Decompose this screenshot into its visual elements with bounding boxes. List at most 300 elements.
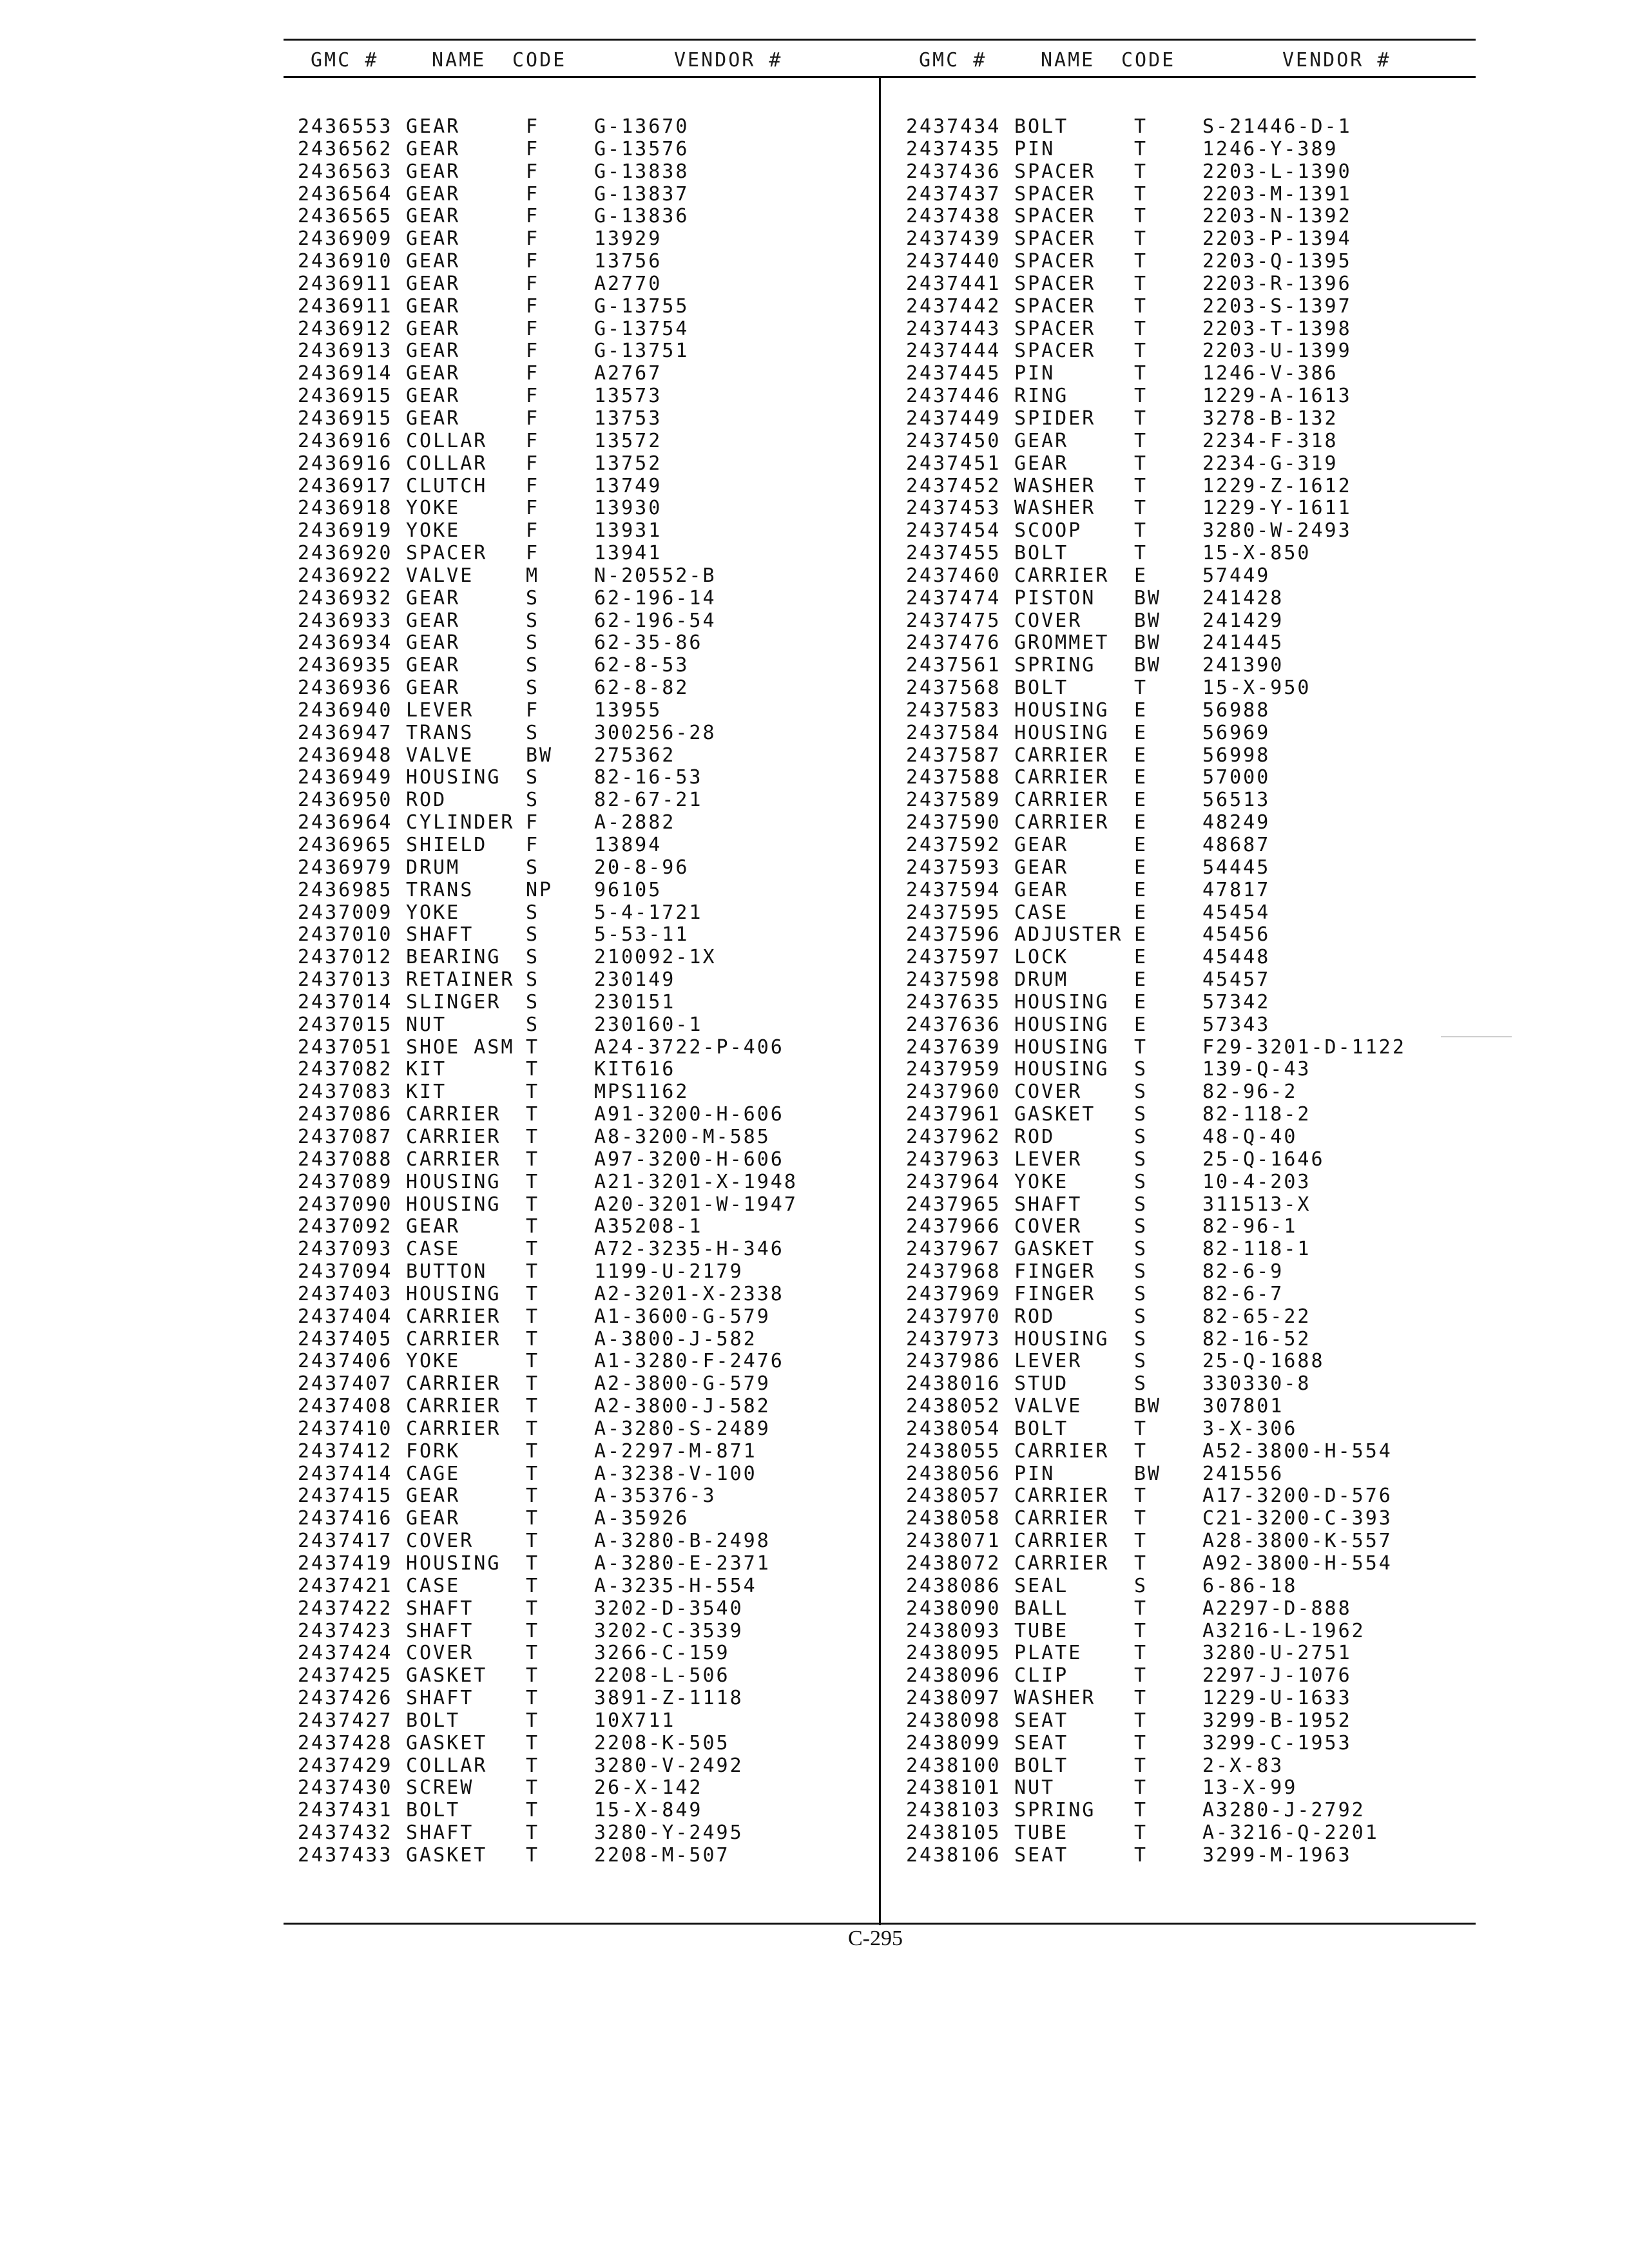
table-row [298, 789, 865, 812]
table-row [906, 1261, 1473, 1283]
vendor-code: T [526, 1282, 540, 1305]
part-name: BOLT [1014, 677, 1069, 700]
part-name: BOLT [406, 1799, 461, 1822]
gmc-number: 2438103 [906, 1799, 1001, 1822]
part-name: BALL [1014, 1597, 1069, 1620]
vendor-number: 54445 [1202, 856, 1271, 879]
gmc-number: 2437417 [298, 1530, 393, 1553]
table-row [906, 655, 1473, 677]
vendor-code: F [526, 294, 540, 318]
part-name: HOUSING [1014, 698, 1110, 722]
part-name: YOKE [406, 519, 461, 543]
vendor-number: G-13837 [594, 182, 689, 206]
part-name: GEAR [406, 609, 461, 632]
table-row [906, 408, 1473, 430]
part-name: FORK [406, 1439, 461, 1463]
part-name: COVER [1014, 1081, 1083, 1104]
gmc-number: 2437013 [298, 968, 393, 992]
gmc-number: 2437403 [298, 1282, 393, 1305]
vendor-number: 13-X-99 [1202, 1776, 1298, 1800]
part-name: SHAFT [406, 923, 474, 947]
vendor-code: T [1134, 519, 1148, 543]
part-name: CARRIER [406, 1417, 501, 1440]
vendor-number: 241390 [1202, 654, 1284, 677]
table-row [906, 767, 1473, 789]
part-name: CARRIER [406, 1103, 501, 1126]
vendor-number: 2203-N-1392 [1202, 205, 1352, 228]
part-name: SPIDER [1014, 407, 1096, 430]
gmc-number: 2437445 [906, 362, 1001, 385]
table-row [906, 543, 1473, 565]
table-row [906, 1238, 1473, 1261]
part-name: BOLT [406, 1709, 461, 1732]
table-row [298, 1396, 865, 1418]
gmc-number: 2438056 [906, 1462, 1001, 1485]
table-row [298, 497, 865, 520]
vendor-number: 15-X-950 [1202, 677, 1311, 700]
table-row [298, 1149, 865, 1171]
vendor-number: 56988 [1202, 698, 1271, 722]
vendor-number: A52-3800-H-554 [1202, 1439, 1393, 1463]
gmc-number: 2437454 [906, 519, 1001, 543]
table-row [906, 1530, 1473, 1553]
table-row [298, 251, 865, 273]
gmc-number: 2437453 [906, 497, 1001, 520]
part-name: GEAR [1014, 878, 1069, 901]
vendor-code: T [1134, 1439, 1148, 1463]
vendor-number: 241445 [1202, 631, 1284, 655]
gmc-number: 2437443 [906, 317, 1001, 340]
table-row [906, 116, 1473, 139]
vendor-number: G-13576 [594, 137, 689, 160]
table-row [906, 497, 1473, 520]
gmc-number: 2437410 [298, 1417, 393, 1440]
vendor-number: 26-X-142 [594, 1776, 703, 1800]
gmc-number: 2437090 [298, 1193, 393, 1216]
vendor-number: 62-8-82 [594, 677, 689, 700]
vendor-number: 13753 [594, 407, 662, 430]
part-name: GEAR [406, 182, 461, 206]
part-name: LEVER [1014, 1148, 1083, 1171]
table-row [906, 296, 1473, 318]
gmc-number: 2437598 [906, 968, 1001, 992]
vendor-code: E [1134, 878, 1148, 901]
vendor-code: T [526, 1709, 540, 1732]
part-name: CARRIER [1014, 1439, 1110, 1463]
vendor-number: 62-8-53 [594, 654, 689, 677]
gmc-number: 2436911 [298, 272, 393, 295]
gmc-number: 2438052 [906, 1395, 1001, 1418]
table-row [298, 1575, 865, 1598]
vendor-code: S [1134, 1260, 1148, 1283]
gmc-number: 2437407 [298, 1372, 393, 1396]
part-name: ROD [406, 789, 447, 812]
gmc-number: 2437419 [298, 1552, 393, 1575]
table-row [298, 228, 865, 251]
table-row [906, 476, 1473, 498]
vendor-number: A24-3722-P-406 [594, 1035, 784, 1059]
gmc-number: 2436950 [298, 789, 393, 812]
vendor-number: 48687 [1202, 834, 1271, 856]
table-row [906, 1059, 1473, 1081]
part-name: GEAR [406, 677, 461, 700]
part-name: RETAINER [406, 968, 515, 992]
gmc-number: 2436919 [298, 519, 393, 543]
vendor-code: F [526, 137, 540, 160]
part-name: VALVE [406, 564, 474, 587]
part-name: WASHER [1014, 474, 1096, 497]
vendor-number: A-2882 [594, 811, 676, 834]
vendor-number: 241556 [1202, 1462, 1284, 1485]
part-name: PLATE [1014, 1642, 1083, 1665]
part-name: BOLT [1014, 115, 1069, 138]
gmc-number: 2437446 [906, 385, 1001, 408]
top-rule [284, 39, 1476, 41]
vendor-number: A2297-D-888 [1202, 1597, 1352, 1620]
gmc-number: 2437439 [906, 227, 1001, 251]
gmc-number: 2436917 [298, 474, 393, 497]
table-row [906, 992, 1473, 1014]
vendor-code: T [526, 1776, 540, 1800]
gmc-number: 2437969 [906, 1282, 1001, 1305]
vendor-number: 6-86-18 [1202, 1574, 1298, 1597]
vendor-code: T [526, 1530, 540, 1553]
column-divider [879, 76, 881, 1925]
vendor-number: 13955 [594, 698, 662, 722]
vendor-code: T [526, 1597, 540, 1620]
vendor-number: A3280-J-2792 [1202, 1799, 1365, 1822]
part-name: CASE [406, 1238, 461, 1261]
part-name: CARRIER [1014, 1485, 1110, 1508]
part-name: GEAR [406, 654, 461, 677]
vendor-number: A-3216-Q-2201 [1202, 1821, 1379, 1845]
vendor-code: BW [1134, 1462, 1162, 1485]
gmc-number: 2436564 [298, 182, 393, 206]
vendor-number: 139-Q-43 [1202, 1058, 1311, 1081]
table-row [298, 1687, 865, 1710]
vendor-number: 2203-P-1394 [1202, 227, 1352, 251]
vendor-number: 62-35-86 [594, 631, 703, 655]
gmc-number: 2437970 [906, 1305, 1001, 1328]
gmc-number: 2436911 [298, 294, 393, 318]
part-name: SCREW [406, 1776, 474, 1800]
vendor-number: 13929 [594, 227, 662, 251]
table-row [298, 745, 865, 767]
vendor-code: T [526, 1687, 540, 1710]
part-name: COVER [1014, 1215, 1083, 1238]
part-name: GASKET [406, 1843, 488, 1867]
vendor-number: G-13751 [594, 340, 689, 363]
part-name: PIN [1014, 362, 1055, 385]
gmc-number: 2437965 [906, 1193, 1001, 1216]
table-row [298, 318, 865, 341]
table-row [906, 139, 1473, 161]
table-row [906, 969, 1473, 992]
table-row [906, 273, 1473, 296]
vendor-number: 57342 [1202, 990, 1271, 1014]
vendor-number: 3299-M-1963 [1202, 1843, 1352, 1867]
gmc-number: 2437405 [298, 1327, 393, 1350]
gmc-number: 2437082 [298, 1058, 393, 1081]
vendor-number: A1-3280-F-2476 [594, 1350, 784, 1373]
gmc-number: 2438072 [906, 1552, 1001, 1575]
gmc-number: 2437590 [906, 811, 1001, 834]
gmc-number: 2438106 [906, 1843, 1001, 1867]
vendor-code: T [1134, 115, 1148, 138]
gmc-number: 2437425 [298, 1664, 393, 1687]
vendor-code: F [526, 160, 540, 183]
part-name: SHAFT [406, 1619, 474, 1642]
part-name: TUBE [1014, 1821, 1069, 1845]
vendor-number: A2770 [594, 272, 662, 295]
table-row [298, 610, 865, 633]
vendor-number: 241428 [1202, 586, 1284, 610]
vendor-number: N-20552-B [594, 564, 717, 587]
part-name: PIN [1014, 137, 1055, 160]
gmc-number: 2436948 [298, 744, 393, 767]
part-name: SPACER [1014, 227, 1096, 251]
part-name: GEAR [406, 137, 461, 160]
vendor-code: E [1134, 968, 1148, 992]
vendor-code: F [526, 362, 540, 385]
right-header-code: CODE [1121, 49, 1176, 72]
vendor-number: 210092-1X [594, 946, 717, 969]
vendor-code: T [1134, 407, 1148, 430]
gmc-number: 2438054 [906, 1417, 1001, 1440]
part-name: GEAR [1014, 834, 1069, 856]
vendor-code: T [526, 1395, 540, 1418]
part-name: CARRIER [406, 1372, 501, 1396]
part-name: CARRIER [406, 1125, 501, 1148]
vendor-number: 330330-8 [1202, 1372, 1311, 1396]
vendor-code: F [526, 452, 540, 475]
vendor-number: C21-3200-C-393 [1202, 1507, 1393, 1530]
table-row [906, 1463, 1473, 1486]
vendor-number: 2203-S-1397 [1202, 294, 1352, 318]
table-row [298, 700, 865, 722]
vendor-code: T [1134, 542, 1148, 565]
gmc-number: 2437093 [298, 1238, 393, 1261]
vendor-code: F [526, 834, 540, 856]
vendor-code: M [526, 564, 540, 587]
table-row [298, 857, 865, 879]
vendor-number: 2203-T-1398 [1202, 317, 1352, 340]
table-row [906, 745, 1473, 767]
part-name: CARRIER [1014, 789, 1110, 812]
part-name: CARRIER [406, 1395, 501, 1418]
part-name: COVER [1014, 609, 1083, 632]
part-name: COLLAR [406, 1754, 488, 1777]
vendor-code: T [526, 1439, 540, 1463]
part-name: CASE [1014, 901, 1069, 924]
gmc-number: 2438090 [906, 1597, 1001, 1620]
table-row [906, 1216, 1473, 1238]
vendor-code: S [1134, 1282, 1148, 1305]
vendor-number: 56969 [1202, 721, 1271, 744]
vendor-number: 45454 [1202, 901, 1271, 924]
vendor-code: BW [1134, 609, 1162, 632]
left-header-code: CODE [512, 49, 567, 72]
vendor-code: T [1134, 1731, 1148, 1754]
vendor-number: G-13754 [594, 317, 689, 340]
table-row [298, 1822, 865, 1845]
vendor-code: S [1134, 1350, 1148, 1373]
vendor-code: E [1134, 1013, 1148, 1036]
vendor-code: BW [526, 744, 554, 767]
vendor-code: BW [1134, 1395, 1162, 1418]
gmc-number: 2436912 [298, 317, 393, 340]
table-row [298, 453, 865, 476]
vendor-code: F [526, 340, 540, 363]
vendor-code: T [526, 1754, 540, 1777]
vendor-number: 1229-Y-1611 [1202, 497, 1352, 520]
vendor-code: S [526, 766, 540, 789]
vendor-number: 3280-V-2492 [594, 1754, 744, 1777]
table-row [906, 318, 1473, 341]
vendor-number: 3280-U-2751 [1202, 1642, 1352, 1665]
gmc-number: 2437474 [906, 586, 1001, 610]
vendor-number: MPS1162 [594, 1081, 689, 1104]
gmc-number: 2436964 [298, 811, 393, 834]
table-row [906, 1037, 1473, 1059]
table-row [298, 476, 865, 498]
vendor-code: S [1134, 1215, 1148, 1238]
part-name: SLINGER [406, 990, 501, 1014]
table-row [906, 520, 1473, 543]
vendor-number: 2297-J-1076 [1202, 1664, 1352, 1687]
table-row [906, 1485, 1473, 1508]
part-name: GEAR [406, 1485, 461, 1508]
table-row [906, 1553, 1473, 1575]
vendor-number: 2203-Q-1395 [1202, 250, 1352, 273]
part-name: HOUSING [406, 1193, 501, 1216]
table-row [298, 969, 865, 992]
table-row [298, 1800, 865, 1822]
vendor-code: S [526, 677, 540, 700]
vendor-code: T [526, 1305, 540, 1328]
part-name: NUT [406, 1013, 447, 1036]
table-row [298, 767, 865, 789]
vendor-number: A8-3200-M-585 [594, 1125, 771, 1148]
part-name: CLUTCH [406, 474, 488, 497]
vendor-number: 56998 [1202, 744, 1271, 767]
part-name: ADJUSTER [1014, 923, 1123, 947]
vendor-code: T [526, 1619, 540, 1642]
vendor-number: A-2297-M-871 [594, 1439, 757, 1463]
vendor-code: T [1134, 340, 1148, 363]
gmc-number: 2438016 [906, 1372, 1001, 1396]
gmc-number: 2436979 [298, 856, 393, 879]
table-row [906, 1194, 1473, 1216]
table-row [906, 1845, 1473, 1867]
gmc-number: 2438058 [906, 1507, 1001, 1530]
part-name: SEAT [1014, 1709, 1069, 1732]
part-name: GEAR [406, 205, 461, 228]
table-row [298, 408, 865, 430]
table-row [298, 812, 865, 834]
table-row [906, 588, 1473, 610]
vendor-code: T [1134, 1754, 1148, 1777]
vendor-code: E [1134, 946, 1148, 969]
gmc-number: 2436922 [298, 564, 393, 587]
vendor-code: S [1134, 1193, 1148, 1216]
part-name: SEAT [1014, 1731, 1069, 1754]
vendor-number: 20-8-96 [594, 856, 689, 879]
vendor-code: E [1134, 901, 1148, 924]
vendor-number: 1229-U-1633 [1202, 1687, 1352, 1710]
vendor-code: T [1134, 1843, 1148, 1867]
table-row [298, 184, 865, 206]
vendor-code: T [1134, 474, 1148, 497]
gmc-number: 2437961 [906, 1103, 1001, 1126]
gmc-number: 2436914 [298, 362, 393, 385]
table-row [298, 1620, 865, 1643]
gmc-number: 2437424 [298, 1642, 393, 1665]
vendor-number: 82-67-21 [594, 789, 703, 812]
table-row [298, 924, 865, 947]
table-row [906, 677, 1473, 700]
gmc-number: 2437452 [906, 474, 1001, 497]
gmc-number: 2437429 [298, 1754, 393, 1777]
gmc-number: 2438057 [906, 1485, 1001, 1508]
table-row [906, 1620, 1473, 1643]
vendor-code: T [1134, 1485, 1148, 1508]
part-name: KIT [406, 1081, 447, 1104]
vendor-code: S [526, 946, 540, 969]
vendor-number: 230149 [594, 968, 676, 992]
part-name: CARRIER [1014, 1530, 1110, 1553]
vendor-number: 82-118-1 [1202, 1238, 1311, 1261]
table-row [298, 1598, 865, 1620]
gmc-number: 2437415 [298, 1485, 393, 1508]
vendor-code: E [1134, 698, 1148, 722]
vendor-number: 15-X-849 [594, 1799, 703, 1822]
vendor-number: KIT616 [594, 1058, 676, 1081]
vendor-code: F [526, 474, 540, 497]
table-row [906, 902, 1473, 925]
vendor-code: T [526, 1081, 540, 1104]
table-row [298, 1463, 865, 1486]
table-row [906, 1373, 1473, 1396]
vendor-code: T [1134, 1035, 1148, 1059]
gmc-number: 2437416 [298, 1507, 393, 1530]
vendor-code: T [1134, 182, 1148, 206]
vendor-code: T [526, 1193, 540, 1216]
gmc-number: 2437449 [906, 407, 1001, 430]
gmc-number: 2437012 [298, 946, 393, 969]
vendor-number: 10X711 [594, 1709, 676, 1732]
part-name: BOLT [1014, 1754, 1069, 1777]
gmc-number: 2438101 [906, 1776, 1001, 1800]
table-row [906, 251, 1473, 273]
gmc-number: 2437589 [906, 789, 1001, 812]
vendor-number: 82-16-52 [1202, 1327, 1311, 1350]
gmc-number: 2437597 [906, 946, 1001, 969]
table-row [298, 902, 865, 925]
vendor-code: S [1134, 1081, 1148, 1104]
table-row [298, 1441, 865, 1463]
vendor-code: F [526, 205, 540, 228]
vendor-number: 57449 [1202, 564, 1271, 587]
table-row [906, 1755, 1473, 1778]
vendor-number: 3-X-306 [1202, 1417, 1298, 1440]
table-row [298, 1216, 865, 1238]
table-row [906, 1081, 1473, 1104]
table-row [298, 340, 865, 363]
part-name: COLLAR [406, 429, 488, 452]
gmc-number: 2437083 [298, 1081, 393, 1104]
left-header-name: NAME [432, 49, 487, 72]
